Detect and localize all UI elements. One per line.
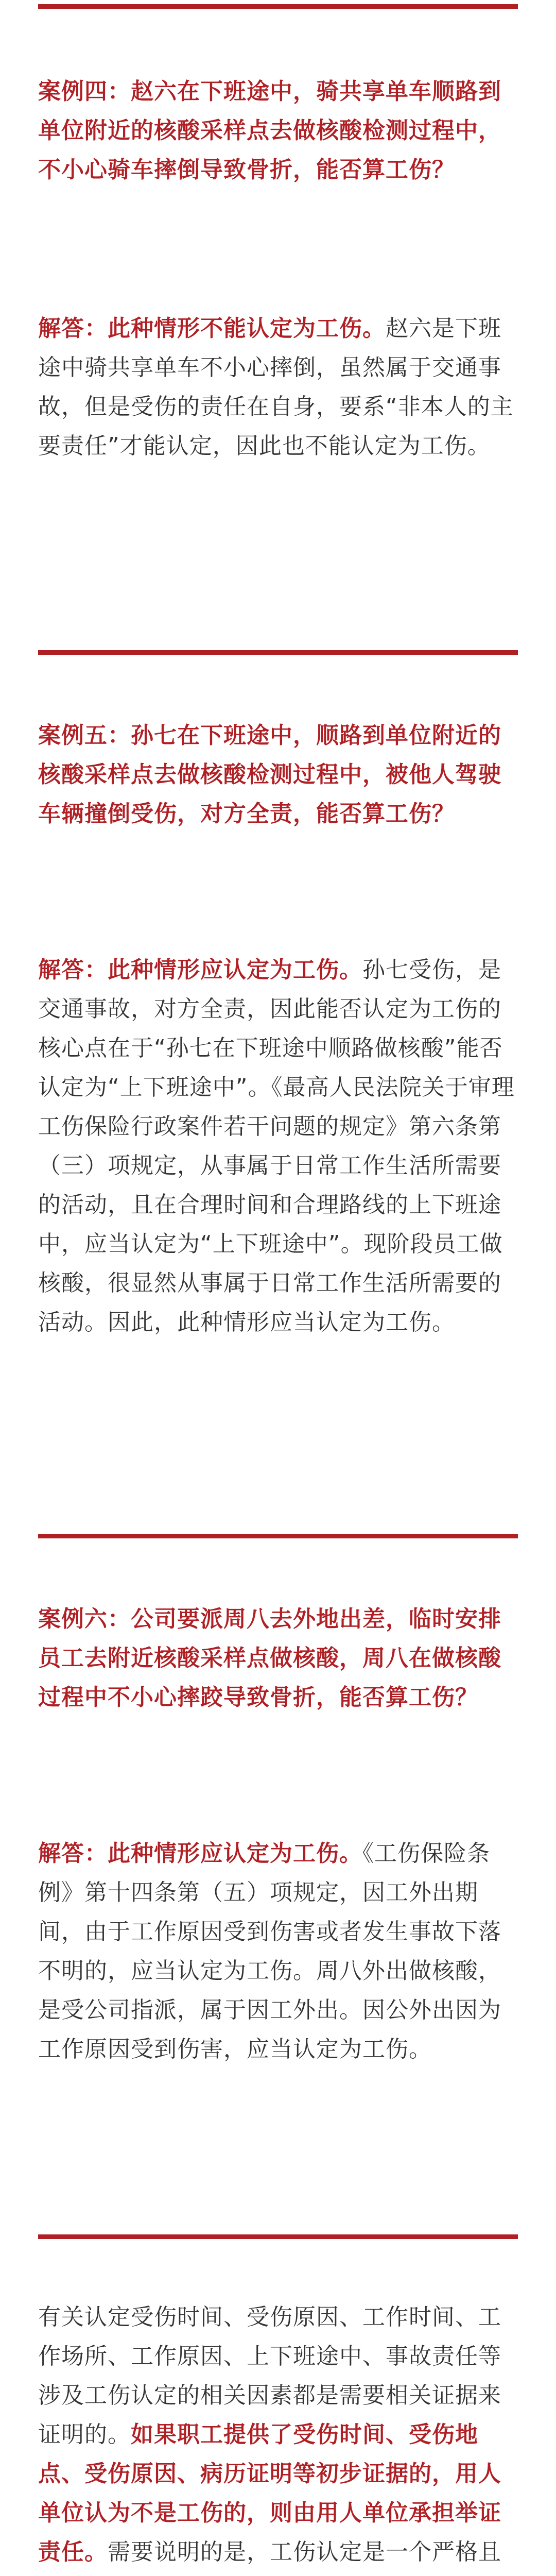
case-4-question: 案例四：赵六在下班途中，骑共享单车顺路到单位附近的核酸采样点去做核酸检测过程中，不小心骑车摔倒导致骨折，能否算工伤？	[38, 78, 501, 183]
section-divider	[38, 650, 518, 655]
case-4-answer-lead: 解答：此种情形不能认定为工伤。	[38, 315, 386, 342]
closing-emphasis: 如果职工提供了受伤时间、受伤地点、受伤原因、病历证明等初步证据的，用人单位认为不是工伤的，则由用人单位承担举证责任。	[38, 2421, 501, 2565]
case-4-answer	[38, 309, 522, 466]
case-6-answer	[38, 1834, 522, 2069]
case-5-question: 案例五：孙七在下班途中，顺路到单位附近的核酸采样点去做核酸检测过程中，被他人驾驶车辆撞倒受伤，对方全责，能否算工伤？	[38, 722, 501, 827]
case-5-answer	[38, 951, 522, 1342]
case-6-answer-lead: 解答：此种情形应认定为工伤。	[38, 1840, 362, 1867]
case-4-answer-body: 赵六是下班途中骑共享单车不小心摔倒，虽然属于交通事故，但是受伤的责任在自身，要系“非本人的主要责任”才能认定，因此也不能认定为工伤。	[38, 315, 514, 459]
section-divider	[38, 1534, 518, 1538]
case-6-answer-body: 《工伤保险条例》第十四条第（五）项规定，因工外出期间，由于工作原因受到伤害或者发生事故下落不明的，应当认定为工伤。周八外出做核酸，是受公司指派，属于因工外出。因公外出因为工作原因受到伤害，应当认定为工伤。	[38, 1840, 501, 2062]
case-5-answer-body: 孙七受伤，是交通事故，对方全责，因此能否认定为工伤的核心点在于“孙七在下班途中顺路做核酸”能否认定为“上下班途中”。《最高人民法院关于审理工伤保险行政案件若干问题的规定》第六条第（三）项规定，从事属于日常工作生活所需要的活动，且在合理时间和合理路线的上下班途中，应当认定为“上下班途中”。现阶段员工做核酸，很显然从事属于日常工作生活所需要的活动。因此，此种情形应当认定为工伤。	[38, 957, 515, 1335]
section-divider	[38, 4, 518, 9]
case-5-answer-lead: 解答：此种情形应认定为工伤。	[38, 957, 362, 983]
case-6-question: 案例六：公司要派周八去外地出差，临时安排员工去附近核酸采样点做核酸，周八在做核酸过程中不小心摔跤导致骨折，能否算工伤？	[38, 1606, 501, 1710]
section-divider	[38, 2234, 518, 2239]
closing-part-3: 需要说明的是，工伤认定是一个严格且	[108, 2539, 501, 2565]
closing-part-1: 有关认定受伤时间、受伤原因、工作时间、工作场所、工作原因、上下班途中、事故责任等涉及工伤认定的相关因素都是需要相关证据来证明的。	[38, 2304, 501, 2448]
closing-paragraph	[38, 2298, 522, 2576]
